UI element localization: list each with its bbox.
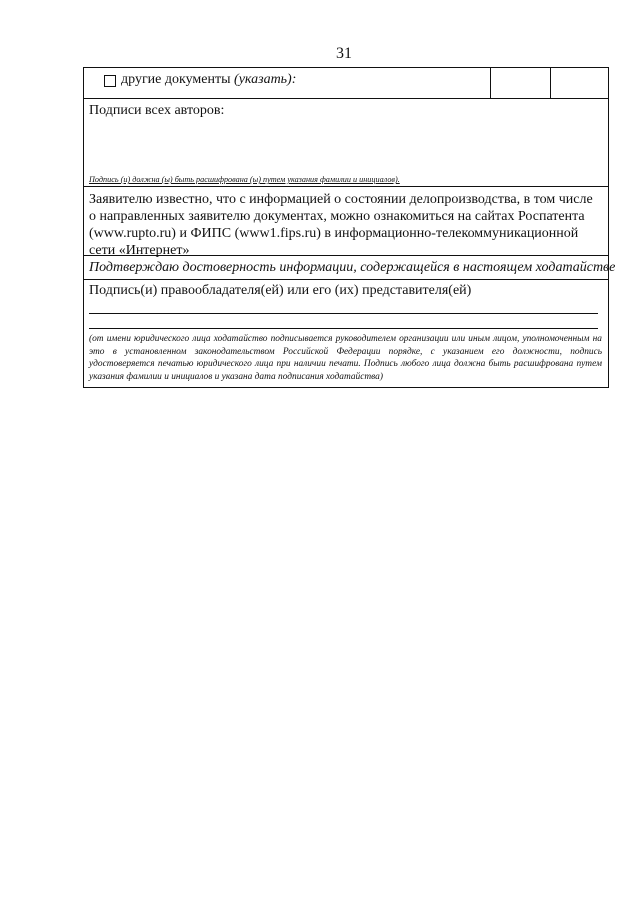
- other-documents-hint: (указать):: [234, 72, 297, 87]
- notice-row: [84, 187, 608, 256]
- holder-signature-note: (от имени юридического лица ходатайство подписывается руководителем организации или иным лицом, уполномоченным на это в установленном законодательством Российской Федерации порядке, с указанием его должности, подпись удостоверяется печатью юридического лица при наличии печати. Подпись любого лица должна быть расшифрована путем указания фамилии и инициалов и указана дата подписания ходатайства): [89, 334, 602, 382]
- holder-signature-label: Подпись(и) правообладателя(ей) или его (их) представителя(ей): [89, 283, 472, 298]
- other-documents-row: [84, 68, 608, 99]
- page-number: 31: [336, 45, 352, 62]
- documents-pages-cell[interactable]: [550, 68, 608, 98]
- other-documents-text: другие документы: [121, 72, 231, 87]
- other-documents-checkbox[interactable]: [104, 75, 116, 87]
- authors-signatures-note: Подпись (и) должна (ы) быть расшифрована (ы) путем указания фамилии и инициалов).: [89, 175, 400, 184]
- notice-text: Заявителю известно, что с информацией о состоянии делопроизводства, в том числе о направленных заявителю документах, можно ознакомиться на сайтах Роспатента (www.rupto.ru) и ФИПС (www1.fips.ru) в информационно-телекоммуникационной сети «Интернет»: [89, 192, 593, 258]
- authors-signatures-row[interactable]: [84, 99, 608, 187]
- form-table: [83, 67, 616, 388]
- other-documents-label: [121, 72, 296, 88]
- other-documents-cell: [84, 68, 490, 98]
- documents-count-cell[interactable]: [490, 68, 550, 98]
- signature-line: [89, 313, 598, 314]
- signature-line: [89, 328, 598, 329]
- confirm-text: Подтверждаю достоверность информации, содержащейся в настоящем ходатайстве: [89, 260, 616, 275]
- authors-signatures-label: Подписи всех авторов:: [89, 103, 225, 118]
- holder-signature-row[interactable]: [84, 280, 608, 387]
- confirm-row: [84, 256, 616, 280]
